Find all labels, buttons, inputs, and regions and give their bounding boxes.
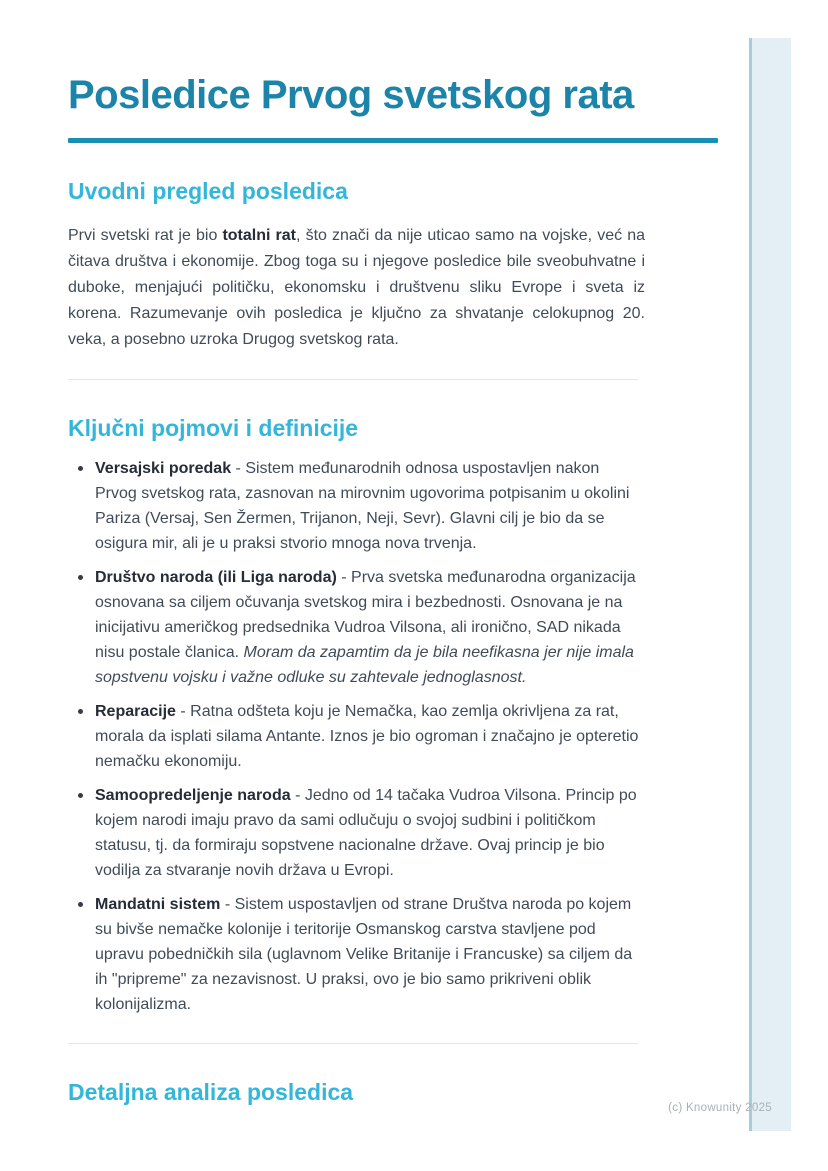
section-intro xyxy=(68,177,645,353)
title-underline-rule xyxy=(68,138,718,143)
list-item-samoopredeljenje xyxy=(68,783,645,883)
section-heading-detailed-analysis: Detaljna analiza posledica xyxy=(68,1079,354,1105)
term-label: Reparacije xyxy=(95,703,176,720)
list-item-versajski-poredak xyxy=(68,456,645,556)
term-definition: - Ratna odšteta koju je Nemačka, kao zemlja okrivljena za rat, morala da isplati silama Antante. Iznos je bio ogroman i značajno je opteretio nemačku ekonomiju. xyxy=(95,703,639,770)
term-label: Društvo naroda (ili Liga naroda) xyxy=(95,569,337,586)
list-item-reparacije xyxy=(68,699,645,774)
terms-list xyxy=(68,456,645,1017)
section-key-terms xyxy=(68,414,645,1017)
intro-paragraph xyxy=(68,223,645,353)
term-label: Samoopredeljenje naroda xyxy=(95,787,291,804)
term-definition: - Jedno od 14 tačaka Vudroa Vilsona. Princip po kojem narodi imaju pravo da sami odlučuju o svojoj sudbini i političkom statusu, tj. da formiraju sopstvene nacionalne države. Ovaj princip je bio vodilja za stvaranje novih država u Evropi. xyxy=(95,787,637,879)
paragraph-text: , što znači da nije uticao samo na vojske, već na čitava društva i ekonomije. Zbog toga su i njegove posledice bile sveobuhvatne i duboke, menjajući političku, ekonomsku i društvenu sliku Evrope i sveta iz korena. Razumevanje ovih posledica je ključno za shvatanje celokupnog 20. veka, a posebno uzroka Drugog svetskog rata. xyxy=(68,227,646,348)
term-note-italic: Moram da zapamtim da je bila neefikasna jer nije imala sopstvenu vojsku i važne odluke su zahtevale jednoglasnost. xyxy=(95,644,634,686)
bullet-icon xyxy=(78,466,83,471)
section-heading-intro: Uvodni pregled posledica xyxy=(68,178,348,204)
bullet-icon xyxy=(78,709,83,714)
page-title: Posledice Prvog svetskog rata xyxy=(68,73,634,117)
section-divider xyxy=(68,379,638,380)
paragraph-bold-term: totalni rat xyxy=(222,227,297,244)
section-divider xyxy=(68,1043,638,1044)
list-item-drustvo-naroda xyxy=(68,565,645,690)
term-label: Mandatni sistem xyxy=(95,896,221,913)
page-edge-accent-bar xyxy=(749,38,791,1131)
term-label: Versajski poredak xyxy=(95,460,232,477)
document-page xyxy=(68,0,645,1106)
term-definition: - Prva svetska međunarodna organizacija osnovana sa ciljem očuvanja svetskog mira i bezbednosti. Osnovana je na inicijativu američkog predsednika Vudroa Vilsona, ali ironično, SAD nikada nisu postale članica. xyxy=(95,569,636,661)
bullet-icon xyxy=(78,793,83,798)
section-heading-key-terms: Ključni pojmovi i definicije xyxy=(68,415,359,441)
list-item-mandatni-sistem xyxy=(68,892,645,1017)
bullet-icon xyxy=(78,575,83,580)
paragraph-text: Prvi svetski rat je bio xyxy=(68,227,218,244)
bullet-icon xyxy=(78,902,83,907)
watermark: (c) Knowunity 2025 xyxy=(668,1102,772,1114)
term-definition: - Sistem uspostavljen od strane Društva naroda po kojem su bivše nemačke kolonije i teritorije Osmanskog carstva stavljene pod upravu pobedničkih sila (uglavnom Velike Britanije i Francuske) sa ciljem da ih "pripreme" za nezavisnost. U praksi, ovo je bio samo prikriveni oblik kolonijalizma. xyxy=(95,896,633,1013)
term-definition: - Sistem međunarodnih odnosa uspostavljen nakon Prvog svetskog rata, zasnovan na mirovnim ugovorima potpisanim u okolini Pariza (Versaj, Sen Žermen, Trijanon, Neji, Sevr). Glavni cilj je bio da se osigura mir, ali je u praksi stvorio mnoga nova trvenja. xyxy=(95,460,630,552)
section-detailed-analysis xyxy=(68,1078,645,1106)
